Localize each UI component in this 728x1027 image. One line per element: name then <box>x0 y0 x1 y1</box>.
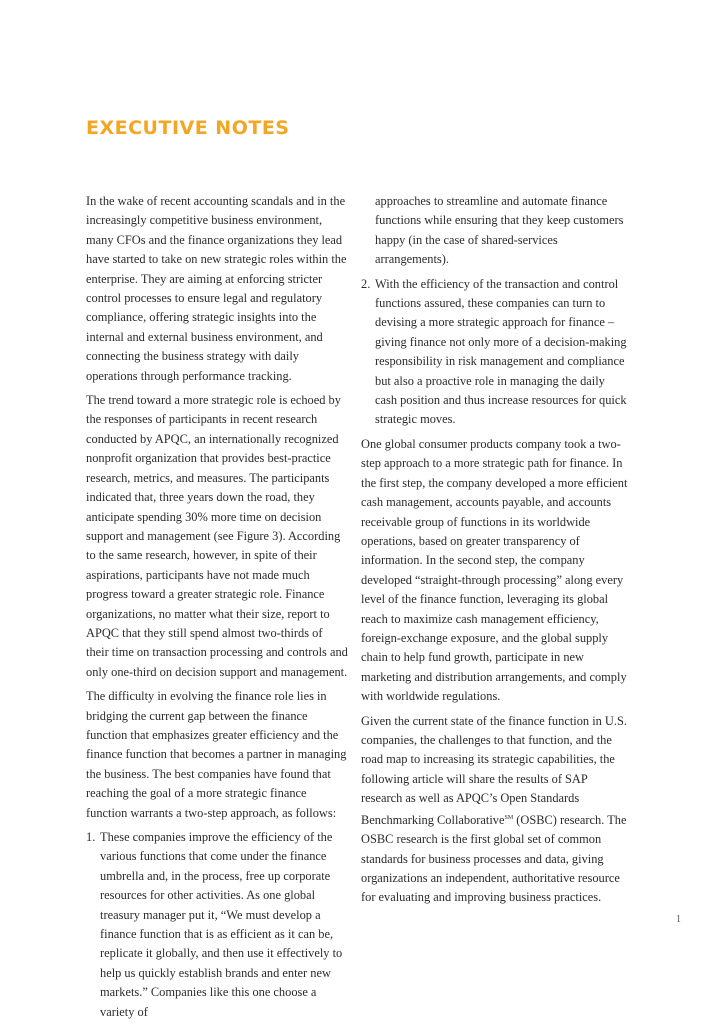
list-item <box>361 275 629 430</box>
paragraph: The difficulty in evolving the finance role lies in bridging the current gap between the finance function that emphasizes greater efficiency and the finance function that becomes a partner in managing the business. The best companies have found that reaching the goal of a more strategic finance function warrants a two-step approach, as follows: <box>86 689 347 820</box>
paragraph-text: Given the current state of the finance function in U.S. companies, the challenges to that function, and the road map to increasing its strategic capabilities, the following article will share the results of SAP research as well as APQC’s Open Standards Benchmarking Collaborative <box>361 713 627 827</box>
paragraph: The trend toward a more strategic role is echoed by the responses of participants in recent research conducted by APQC, an internationally recognized nonprofit organization that provides best-practice research, metrics, and measures. The participants indicated that, three years down the road, they anticipate spending 30% more time on decision support and management (see Figure 3). According to the same research, however, in spite of their aspirations, participants have not made much progress toward a greater strategic role. Finance organizations, no matter what their size, report to APQC that they still spend almost two-thirds of their time on transaction processing and controls and only one-third on decision support and management. <box>86 393 348 679</box>
numbered-list <box>86 828 348 1022</box>
page-heading: EXECUTIVE NOTES <box>86 117 290 139</box>
paragraph: One global consumer products company took a two-step approach to a more strategic path for finance. In the first step, the company developed a more efficient cash management, accounts payable, and accounts receivable group of functions in its worldwide operations, based on greater transparency of information. In the second step, the company developed “straight-through processing” along every level of the finance function, leveraging its global reach to maximize cash management efficiency, foreign-exchange exposure, and the global supply chain to help fund growth, participate in new marketing and distribution arrangements, and comply with worldwide regulations. <box>361 436 628 704</box>
page-number: 1 <box>676 914 681 925</box>
list-item <box>86 828 348 1022</box>
paragraph: In the wake of recent accounting scandals and in the increasingly competitive business environment, many CFOs and the finance organizations they lead have started to take on new strategic roles within the enterprise. They are aiming at enforcing stricter control processes to ensure legal and regulatory compliance, offering strategic insights into the internal and external business environment, and connecting the business strategy with daily operations through performance tracking. <box>86 194 347 383</box>
list-item-text: With the efficiency of the transaction and control functions assured, these companies can turn to devising a more strategic approach for finance – giving finance not only more of a decision-making responsibility in risk management and compliance but also a proactive role in managing the daily cash position and thus increase resources for quick strategic moves. <box>375 276 627 427</box>
list-item-text: These companies improve the efficiency of the various functions that come under the finance umbrella and, in the process, free up corporate resources for other activities. As one global treasury manager put it, “We must develop a finance function that is as efficient as it can be, replicate it globally, and then use it effectively to help us quickly establish brands and enter new markets.” Companies like this one choose a variety of <box>100 830 343 1019</box>
list-item-continuation: approaches to streamline and automate finance functions while ensuring that they keep customers happy (in the case of shared-services arrangements). <box>375 194 624 267</box>
list-number: 1. <box>86 830 96 844</box>
list-number: 2. <box>361 276 371 291</box>
right-column <box>361 192 629 913</box>
service-mark: SM <box>504 814 514 821</box>
paragraph-text: (OSBC) research. The OSBC research is the first global set of common standards for business processes and data, giving organizations an independent, authoritative resource for evaluating and improving business practices. <box>361 812 627 905</box>
numbered-list <box>361 275 629 430</box>
left-column <box>86 192 348 1027</box>
paragraph <box>361 712 629 908</box>
